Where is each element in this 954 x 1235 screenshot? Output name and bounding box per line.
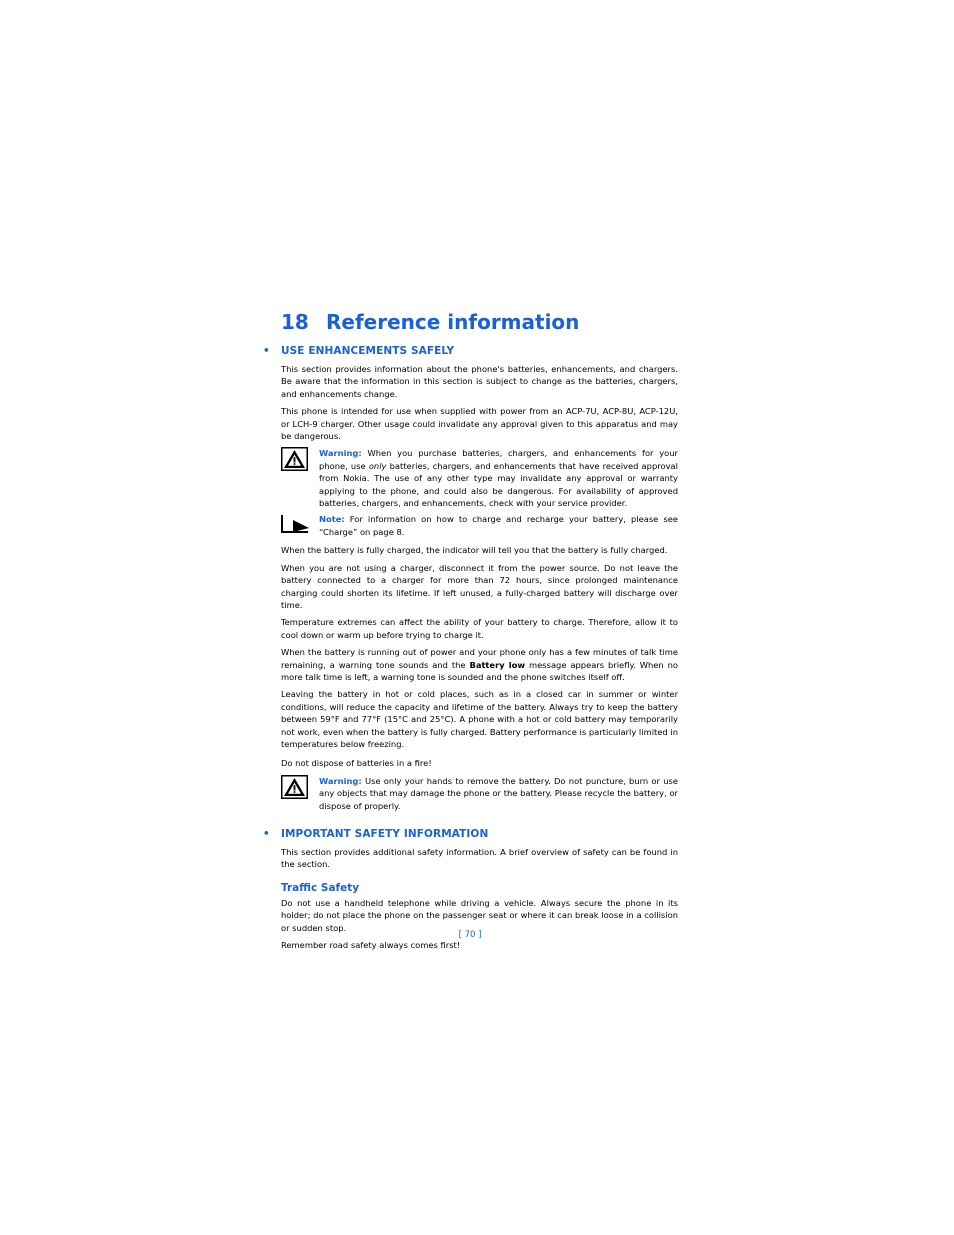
subheading-traffic-safety: Traffic Safety bbox=[281, 881, 360, 894]
paragraph: Do not use a handheld telephone while driving a vehicle. Always secure the phone in its holder; do not place the phone on the passenger seat or where it can break loose in a collision or sudden stop. bbox=[281, 897, 678, 933]
paragraph: Remember road safety always comes first! bbox=[281, 940, 461, 951]
note-label: Note: bbox=[319, 514, 345, 525]
warning-triangle-icon bbox=[281, 775, 308, 803]
chapter-title-text: Reference information bbox=[326, 310, 580, 334]
section-heading-enhancements: • USE ENHANCEMENTS SAFELY bbox=[263, 345, 455, 357]
note-callout: Note: For information on how to charge and recharge your battery, please see “Charge” on page 8. bbox=[281, 513, 678, 538]
paragraph: When you are not using a charger, disconnect it from the power source. Do not leave the battery connected to a charger for more than 72 hours, since prolonged maintenance charging could shorten its lifetime. If left unused, a fully-charged battery will discharge over time. bbox=[281, 562, 678, 610]
chapter-number: 18 bbox=[281, 310, 309, 334]
paragraph: This section provides information about the phone's batteries, enhancements, and chargers. Be aware that the information in this section is subject to change as the batteries, chargers, and enhancements change. bbox=[281, 364, 678, 399]
page-content bbox=[263, 343, 678, 956]
paragraph: When the battery is running out of power and your phone only has a few minutes of talk time remaining, a warning tone sounds and the Battery low message appears briefly. When no more talk time is left, a warning tone is sounded and the phone switches itself off. bbox=[281, 647, 678, 682]
warning-label: Warning: bbox=[319, 775, 362, 786]
warning-label: Warning: bbox=[319, 448, 362, 459]
warning-callout: Warning: Use only your hands to remove the battery. Do not puncture, burn or use any objects that may damage the phone or the battery. Please recycle the battery, or dispose of properly. bbox=[281, 775, 678, 812]
warning-callout: Warning: When you purchase batteries, chargers, and enhancements for your phone, use only batteries, chargers, and enhancements that have received approval from Nokia. The use of any other type may invalidate any approval or warranty applying to the phone, and could also be dangerous. For availability of approved batteries, chargers, and enhancements, check with your service provider. bbox=[281, 447, 678, 509]
paragraph: This phone is intended for use when supplied with power from an ACP-7U, ACP-8U, ACP-12U, or LCH-9 charger. Other usage could invalidate any approval given to this apparatus and may be dangerous. bbox=[281, 406, 678, 442]
paragraph: When the battery is fully charged, the indicator will tell you that the battery is fully charged. bbox=[281, 545, 668, 556]
chapter-title bbox=[281, 308, 579, 336]
paragraph: Temperature extremes can affect the ability of your battery to charge. Therefore, allow it to cool down or warm up before trying to charge it. bbox=[281, 617, 678, 640]
bullet: • bbox=[263, 345, 270, 357]
page-number: [ 70 ] bbox=[458, 930, 482, 940]
section-heading-safety: • IMPORTANT SAFETY INFORMATION bbox=[263, 828, 489, 840]
paragraph: This section provides additional safety information. A brief overview of safety can be found in the section. bbox=[281, 847, 678, 870]
paragraph: Do not dispose of batteries in a fire! bbox=[281, 758, 432, 769]
bullet: • bbox=[263, 828, 270, 840]
paragraph: Leaving the battery in hot or cold places, such as in a closed car in summer or winter conditions, will reduce the capacity and lifetime of the battery. Always try to keep the battery between 59°F and 77°F (15°C and 25°C). A phone with a hot or cold battery may temporarily not work, even when the battery is fully charged. Battery performance is particularly limited in temperatures below freezing. bbox=[281, 689, 678, 749]
warning-triangle-icon bbox=[281, 447, 308, 475]
note-pointer-icon bbox=[281, 514, 310, 537]
